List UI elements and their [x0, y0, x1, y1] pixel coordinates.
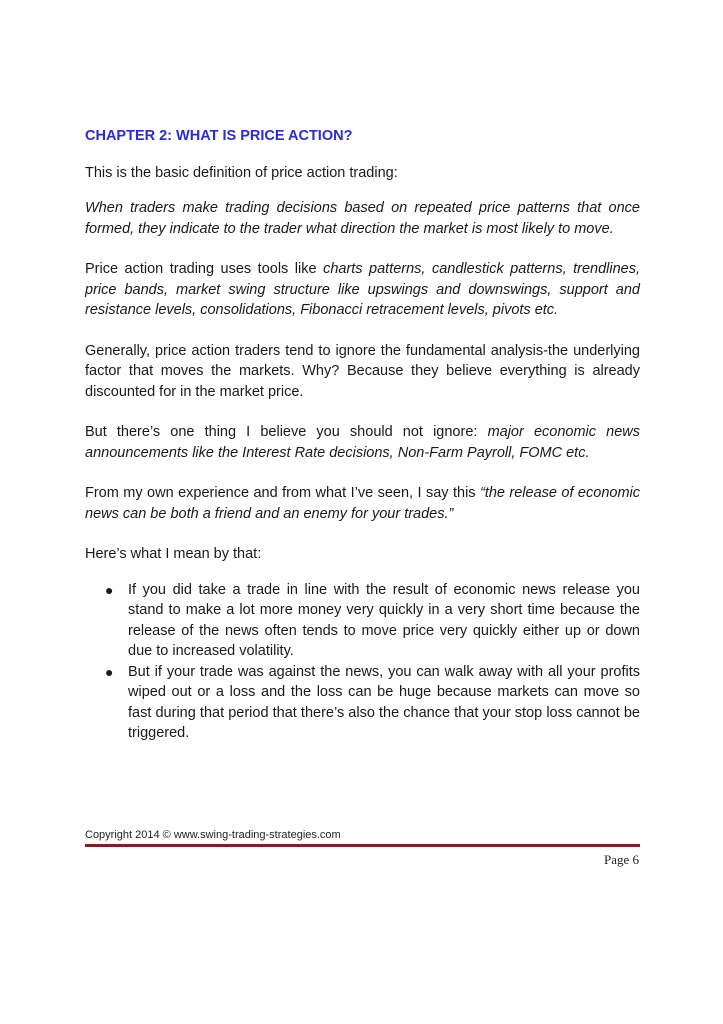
intro-paragraph: This is the basic definition of price action trading: [85, 164, 398, 181]
news-italic: major economic news announcements like the Interest Rate decisions, Non-Farm Payroll, FOMC etc. [85, 424, 640, 461]
bullet-dot-icon: ● [105, 663, 114, 680]
generally-paragraph: Generally, price action traders tend to ignore the fundamental analysis-the underlying factor that moves the markets. Why? Because they believe everything is already discounted for in the market price. [85, 342, 640, 400]
news-paragraph [85, 422, 640, 463]
experience-paragraph [85, 483, 640, 524]
list-item [85, 580, 640, 662]
page-number: Page 6 [603, 852, 639, 867]
chapter-heading: CHAPTER 2: WHAT IS PRICE ACTION? [85, 128, 353, 144]
bullet-list [85, 580, 640, 744]
mean-intro-paragraph: Here’s what I mean by that: [85, 546, 262, 562]
experience-lead: From my own experience and from what I’ve seen, I say this [85, 485, 480, 501]
tools-list: charts patterns, candlestick patterns, trendlines, price bands, market swing structure like upswings and downswings, support and resistance levels, consolidations, Fibonacci retracement levels, pivots etc. [85, 261, 641, 318]
footer-copyright: Copyright 2014 © www.swing-trading-strategies.com [85, 829, 341, 841]
news-lead: But there’s one thing I believe you should not ignore: [85, 424, 488, 440]
bullet-dot-icon: ● [105, 581, 114, 598]
tools-lead: Price action trading uses tools like [85, 261, 324, 277]
bullet-text: But if your trade was against the news, you can walk away with all your profits wiped out or a loss and the loss can be huge because markets can move so fast during that period that there’s also the chance that your stop loss cannot be triggered. [128, 663, 640, 741]
footer-divider [85, 844, 640, 847]
experience-quote: “the release of economic news can be both a friend and an enemy for your trades.” [85, 485, 640, 522]
tools-paragraph [85, 259, 640, 321]
page-content [85, 126, 640, 744]
list-item [85, 662, 640, 744]
definition-paragraph [85, 198, 640, 239]
definition-text: When traders make trading decisions based on repeated price patterns that once formed, they indicate to the trader what direction the market is most likely to move. [85, 200, 640, 237]
bullet-text: If you did take a trade in line with the result of economic news release you stand to make a lot more money very quickly in a very short time because the release of the news often tends to move price very quickly either up or down due to increased volatility. [128, 581, 640, 659]
